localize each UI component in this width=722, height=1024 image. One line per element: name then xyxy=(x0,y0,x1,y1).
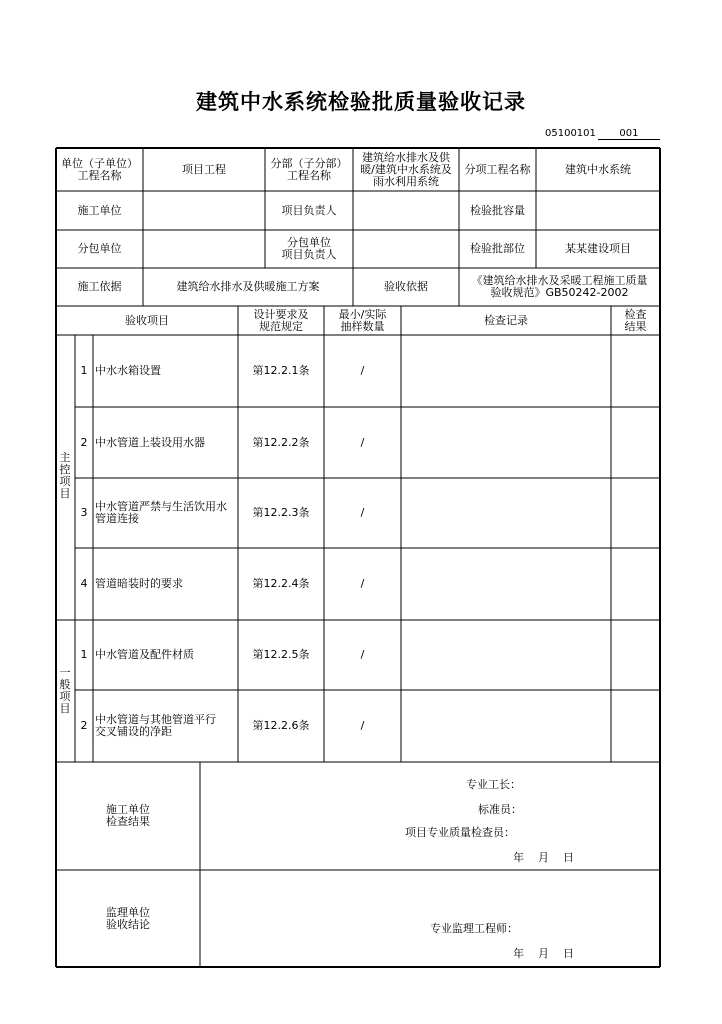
main-item-no: 1 xyxy=(80,364,88,377)
main-item-no: 4 xyxy=(80,577,88,590)
batch-location-label: 检验批部位 xyxy=(470,242,525,255)
subitem-name-label: 分项工程名称 xyxy=(464,162,531,176)
document-code: 05100101 xyxy=(545,128,596,139)
page-title: 建筑中水系统检验批质量验收记录 xyxy=(196,90,526,114)
batch-location-value: 某某建设项目 xyxy=(565,242,631,255)
division-name-value: 建筑给水排水及供 暖/建筑中水系统及 雨水利用系统 xyxy=(360,150,452,188)
project-manager-label: 项目负责人 xyxy=(281,203,337,217)
batch-capacity-value xyxy=(536,191,660,230)
construction-basis-value: 建筑给水排水及供暖施工方案 xyxy=(176,280,320,293)
contractor-date: 年 月 日 xyxy=(513,851,574,864)
unit-name-value: 项目工程 xyxy=(182,162,226,176)
general-item-sample: / xyxy=(360,719,365,732)
unit-name-label: 单位（子单位） 工程名称 xyxy=(61,156,138,182)
quality-inspector-signature: 项目专业质量检查员： xyxy=(405,826,515,839)
main-item-no: 2 xyxy=(80,435,88,449)
division-name-label: 分部（子分部） 工程名称 xyxy=(270,156,348,182)
main-item-name: 中水水箱设置 xyxy=(95,364,161,377)
general-item-no: 1 xyxy=(80,648,88,661)
col-inspection-result: 检查 结果 xyxy=(624,307,647,333)
main-item-clause: 第12.2.3条 xyxy=(252,506,310,519)
main-item-sample: / xyxy=(360,364,365,377)
document-suffix: 001 xyxy=(598,128,660,140)
contractor-value xyxy=(143,191,265,230)
main-item-sample: / xyxy=(360,435,365,449)
group-main-control: 主控项目 xyxy=(59,451,71,500)
supervisor-date: 年 月 日 xyxy=(513,947,574,960)
main-item-clause: 第12.2.4条 xyxy=(252,577,310,590)
main-item-clause: 第12.2.2条 xyxy=(252,435,310,449)
main-item-sample: / xyxy=(360,577,365,590)
standards-officer-signature: 标准员： xyxy=(478,803,522,816)
col-design-requirement: 设计要求及 规范规定 xyxy=(253,307,309,333)
group-general: 一般项目 xyxy=(59,666,71,715)
project-manager-value xyxy=(353,191,459,230)
general-item-clause: 第12.2.6条 xyxy=(252,719,310,732)
construction-basis-label: 施工依据 xyxy=(77,280,122,293)
general-item-sample: / xyxy=(360,648,365,661)
col-acceptance-item: 验收项目 xyxy=(125,313,169,327)
acceptance-basis-value: 《建筑给水排水及采暖工程施工质量 验收规范》GB50242-2002 xyxy=(471,274,648,299)
subitem-name-value: 建筑中水系统 xyxy=(565,162,631,176)
col-inspection-record: 检查记录 xyxy=(484,313,528,327)
general-item-no: 2 xyxy=(80,719,88,732)
main-item-name: 中水管道严禁与生活饮用水 管道连接 xyxy=(95,500,227,525)
contractor-check-label: 施工单位 检查结果 xyxy=(106,803,150,828)
main-item-clause: 第12.2.1条 xyxy=(252,364,310,377)
main-item-name: 中水管道上装设用水器 xyxy=(95,435,205,449)
sub-pm-label: 分包单位 项目负责人 xyxy=(281,236,337,261)
foreman-signature: 专业工长： xyxy=(466,778,521,791)
main-item-no: 3 xyxy=(80,506,88,519)
subcontractor-label: 分包单位 xyxy=(77,242,122,255)
general-item-name: 中水管道与其他管道平行 交叉铺设的净距 xyxy=(95,713,216,738)
main-item-name: 管道暗装时的要求 xyxy=(95,577,183,590)
supervisor-conclusion-label: 监理单位 验收结论 xyxy=(106,905,150,931)
sub-pm-value xyxy=(353,230,459,268)
general-item-clause: 第12.2.5条 xyxy=(252,648,310,661)
general-item-name: 中水管道及配件材质 xyxy=(95,648,194,661)
acceptance-basis-label: 验收依据 xyxy=(384,280,428,293)
contractor-label: 施工单位 xyxy=(77,203,122,217)
batch-capacity-label: 检验批容量 xyxy=(470,203,525,217)
main-item-sample: / xyxy=(360,506,365,519)
subcontractor-value xyxy=(143,230,265,268)
supervising-engineer-signature: 专业监理工程师： xyxy=(430,922,518,935)
col-sample-quantity: 最小/实际 抽样数量 xyxy=(338,307,387,333)
